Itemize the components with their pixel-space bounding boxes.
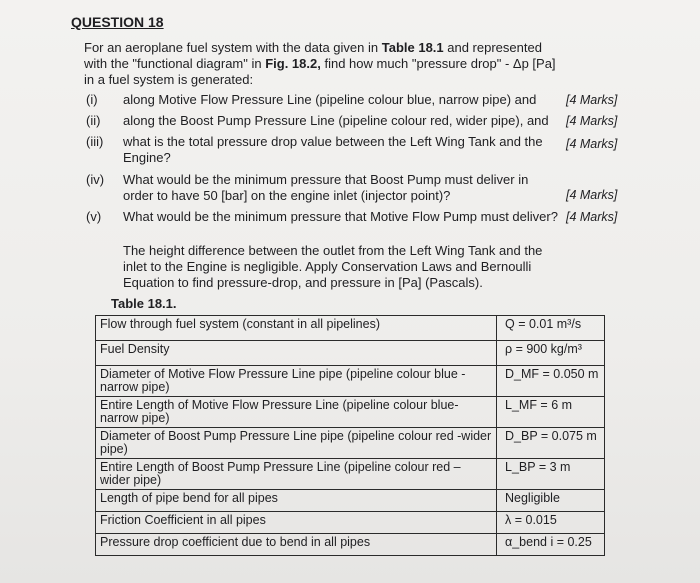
note-paragraph: The height difference between the outlet from the Left Wing Tank and the inlet to the Engine is negligible. Apply Conservation Laws and Bernoulli Equation to find pressure-drop, and pressure in [Pa] (Pascals). [123,243,543,290]
table-caption: Table 18.1. [111,296,177,311]
item-number: (v) [86,209,102,224]
table-row [96,366,605,397]
value-cell: L_MF = 6 m [497,397,605,428]
table-row [96,428,605,459]
item-marks: [4 Marks] [566,93,618,107]
intro-text-3: find how much "pressure drop" - Δp [Pa] in a fuel system is generated: [84,56,556,87]
table-row [96,459,605,490]
item-number: (iv) [86,172,105,187]
value-cell: D_MF = 0.050 m [497,366,605,397]
intro-text-1: For an aeroplane fuel system with the data given in [84,40,382,55]
item-text: along Motive Flow Pressure Line (pipeline colour blue, narrow pipe) and [123,92,537,107]
item-text: along the Boost Pump Pressure Line (pipeline colour red, wider pipe), and [123,113,549,128]
item-marks: [4 Marks] [566,114,618,128]
value-cell: ρ = 900 kg/m³ [497,341,605,366]
item-marks: [4 Marks] [566,188,618,202]
item-text: What would be the minimum pressure that Boost Pump must deliver in order to have 50 [bar] on the engine inlet (injector point)? [123,172,529,203]
table-row [96,397,605,428]
table-row [96,341,605,366]
param-cell: Entire Length of Motive Flow Pressure Line (pipeline colour blue- narrow pipe) [96,397,497,428]
table-row [96,490,605,512]
item-marks: [4 Marks] [566,137,618,151]
question-title: QUESTION 18 [71,14,164,30]
value-cell: Q = 0.01 m³/s [497,316,605,341]
item-number: (ii) [86,113,101,128]
param-cell: Fuel Density [96,341,497,366]
value-cell: α_bend i = 0.25 [497,534,605,556]
param-cell: Flow through fuel system (constant in all pipelines) [96,316,497,341]
value-cell: L_BP = 3 m [497,459,605,490]
intro-text-2: and represented with the "functional diagram" in [84,40,542,71]
table-row [96,512,605,534]
item-marks: [4 Marks] [566,210,618,224]
table-row [96,316,605,341]
item-text: what is the total pressure drop value between the Left Wing Tank and the Engine? [123,134,543,165]
value-cell: Negligible [497,490,605,512]
item-text: What would be the minimum pressure that Motive Flow Pump must deliver? [123,209,558,224]
intro-fig-ref: Fig. 18.2, [265,56,321,71]
param-cell: Length of pipe bend for all pipes [96,490,497,512]
item-number: (i) [86,92,98,107]
value-cell: λ = 0.015 [497,512,605,534]
param-cell: Diameter of Motive Flow Pressure Line pipe (pipeline colour blue - narrow pipe) [96,366,497,397]
value-cell: D_BP = 0.075 m [497,428,605,459]
param-cell: Entire Length of Boost Pump Pressure Line (pipeline colour red – wider pipe) [96,459,497,490]
question-intro [84,40,562,88]
intro-table-ref: Table 18.1 [381,40,444,55]
table-row [96,534,605,556]
item-number: (iii) [86,134,104,149]
param-cell: Friction Coefficient in all pipes [96,512,497,534]
param-cell: Pressure drop coefficient due to bend in all pipes [96,534,497,556]
param-cell: Diameter of Boost Pump Pressure Line pipe (pipeline colour red -wider pipe) [96,428,497,459]
data-table [95,315,605,556]
